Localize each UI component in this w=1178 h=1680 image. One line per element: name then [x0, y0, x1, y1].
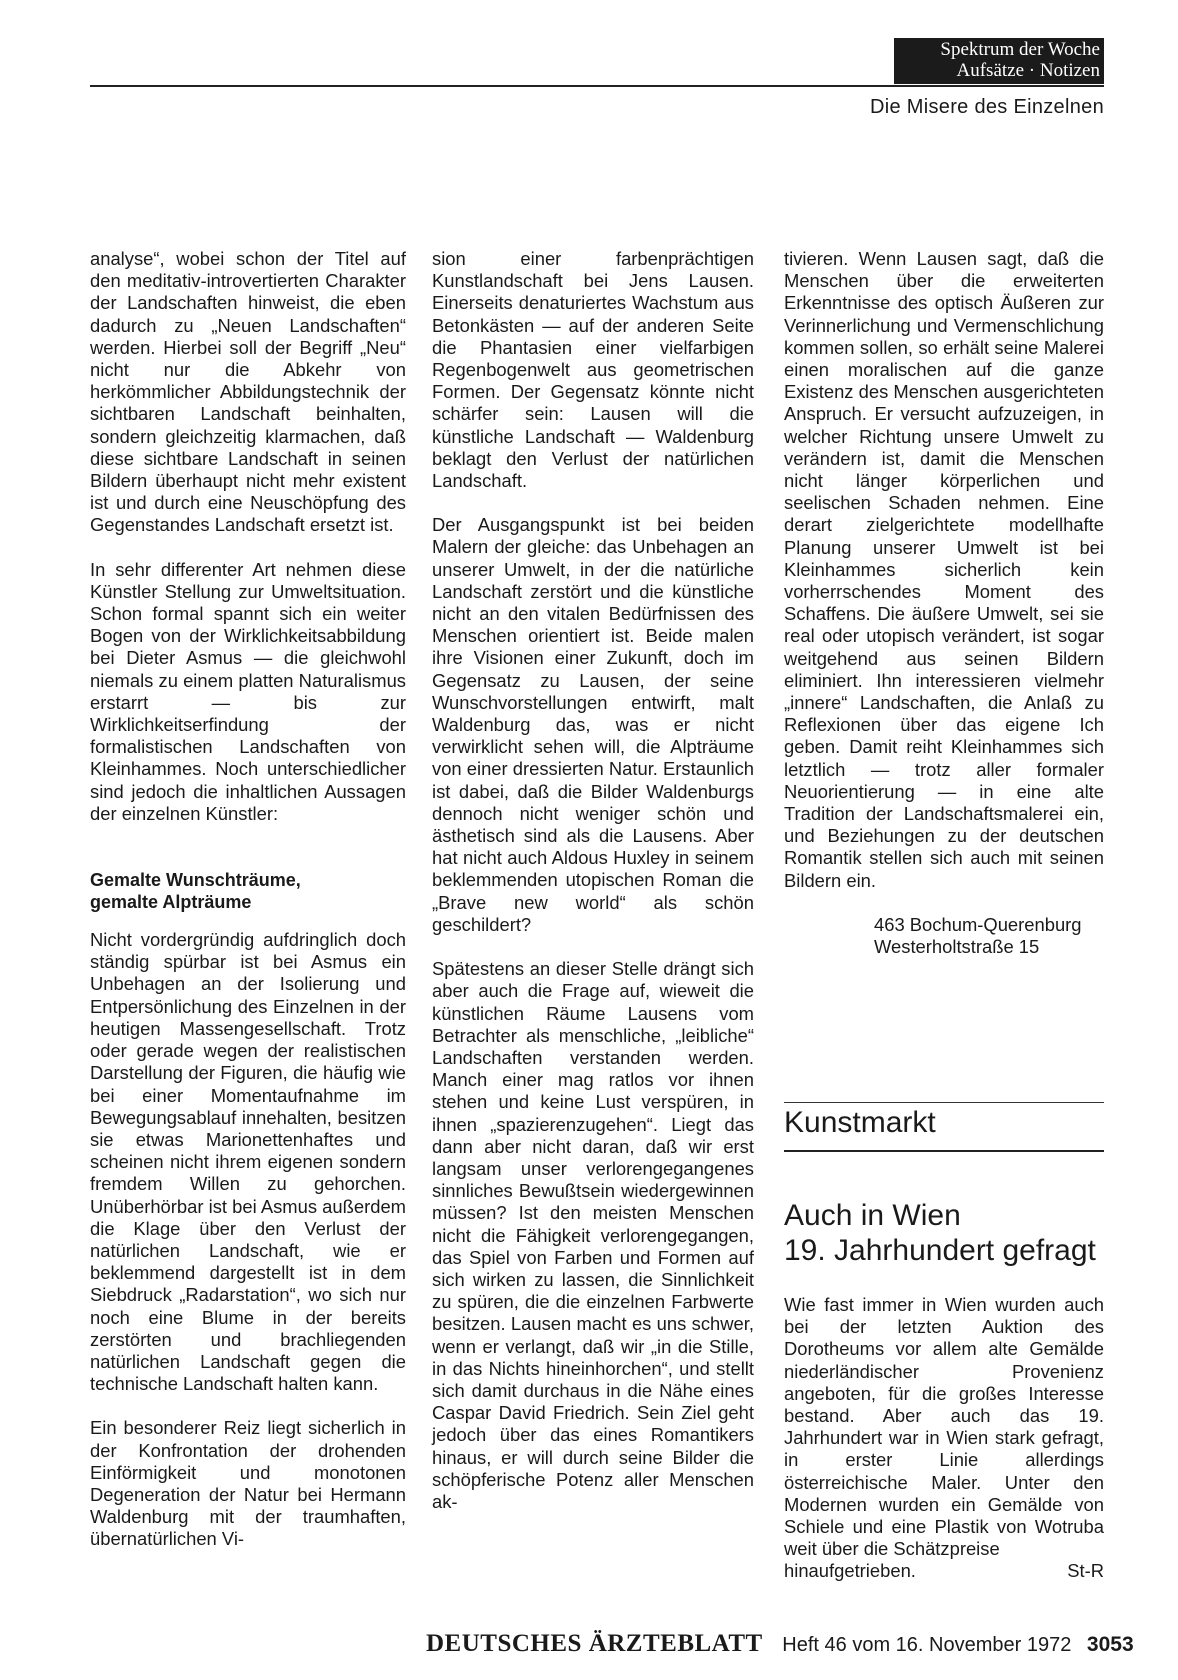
journal-name: DEUTSCHES ÄRZTEBLATT: [426, 1630, 763, 1657]
subheading-line-1: Gemalte Wunschträume,: [90, 870, 301, 891]
column-3: [784, 248, 1104, 958]
section-badge: [894, 38, 1104, 84]
headline-line-2: 19. Jahrhundert gefragt: [784, 1234, 1096, 1267]
col2-paragraph-1: sion einer farbenprächtigen Kunstlandschaft bei Jens Lausen. Einerseits denaturiertes Wachstum aus Betonkästen — auf der anderen Seite die Phantasien einer vielfarbigen Regenbogenwelt aus geometrischen Formen. Der Gegensatz könnte nicht schärfer sein: Lausen will die künstliche Landschaft — Waldenburg beklagt den Verlust der natürlichen Landschaft.: [432, 248, 754, 492]
kunstmarkt-rule-bottom: [784, 1150, 1104, 1152]
subheading-line-2: gemalte Alpträume: [90, 892, 252, 913]
article-headline: [784, 1198, 1114, 1268]
author-address-line-1: 463 Bochum-Querenburg: [874, 913, 1082, 935]
col2-paragraph-3: Spätestens an dieser Stelle drängt sich aber auch die Frage auf, wieweit die künstlichen Räume Lausens vom Betrachter als menschliche, „leibliche“ Landschaften verstanden werden. Manch einer mag ratlos vor ihnen stehen und keine Lust verspüren, in ihnen „spazierenzugehen“. Liegt das dann aber nicht daran, daß wir erst langsam unser verlorengegangenes sinnliches Bewußtsein wiedergewinnen müssen? Ist den meisten Menschen nicht die Fähigkeit verlorengegangen, das Spiel von Farben und Formen auf sich wirken zu lassen, die Sinnlichkeit zu spüren, die die einzelnen Farbwerte besitzen. Lausen macht es uns schwer, wenn er verlangt, daß wir „in die Stille, in das Nichts hineinhorchen“, und stellt sich damit durchaus in die Nähe eines Caspar David Friedrich. Sein Ziel geht jedoch über das eines Romantikers hinaus, er will durch seine Bilder die schöpferische Potenz aller Menschen ak-: [432, 958, 754, 1512]
column-2: [432, 248, 754, 1513]
col1-paragraph-2: In sehr differenter Art nehmen diese Künstler Stellung zur Umweltsituation. Schon formal spannt sich ein weiter Bogen von der Wirklichkeitsabbildung bei Dieter Asmus — die gleichwohl niemals zu einem platten Naturalismus erstarrt — bis zur Wirklichkeitserfindung der formalistischen Landschaften von Kleinhammes. Noch unterschiedlicher sind jedoch die inhaltlichen Aussagen der einzelnen Künstler:: [90, 558, 406, 824]
author-signature: St-R: [1067, 1560, 1104, 1582]
issue-info: Heft 46 vom 16. November 1972: [782, 1634, 1072, 1656]
section-badge-line1: Spektrum der Woche: [940, 39, 1100, 60]
col3-paragraph-1: tivieren. Wenn Lausen sagt, daß die Menschen über die erweiterten Erkenntnisse des optisch Äußeren zur Verinnerlichung und Vermenschlichung kommen sollen, so erhält seine Malerei einen moralischen auf die ganze Existenz des Menschen ausgerichteten Anspruch. Er versucht aufzuzeigen, in welcher Richtung unsere Umwelt zu verändern ist, damit die Menschen nicht länger körperlichen und seelischen Schaden nehmen. Eine derart zielgerichtete modellhafte Planung unserer Umwelt ist bei Kleinhammes sicherlich kein vorherrschendes Moment des Schaffens. Die äußere Umwelt, sei sie real oder utopisch verändert, ist sogar weitgehend aus seinen Bildern eliminiert. Ihn interessieren vielmehr „innere“ Landschaften, die Anlaß zu Reflexionen über das eigene Ich geben. Damit reiht Kleinhammes sich letztlich — trotz aller formaler Neuorientierung — in eine alte Tradition der Landschaftsmalerei ein, und Beziehungen zu der deutschen Romantik stellen sich auch mit seinen Bildern ein.: [784, 248, 1104, 891]
col2-paragraph-2: Der Ausgangspunkt ist bei beiden Malern der gleiche: das Unbehagen an unserer Umwelt, in der die natürliche Landschaft zerstört und die künstliche nicht an den vitalen Bedürfnissen des Menschen orientiert ist. Beide malen ihre Visionen einer Zukunft, doch im Gegensatz zu Lausen, der seine Wunschvorstellungen entwirft, malt Waldenburg das, was er nicht verwirklicht sehen will, die Alpträume von einer dressierten Natur. Erstaunlich ist dabei, daß die Bilder Waldenburgs dennoch nicht weniger schön und ästhetisch sind als die Lausens. Aber hat nicht auch Aldous Huxley in seinem beklemmenden utopischen Roman die „Brave new world“ als schön geschildert?: [432, 514, 754, 935]
kunstmarkt-last-line: hinaufgetrieben.: [784, 1560, 916, 1582]
kunstmarkt-rule-top: [784, 1102, 1104, 1103]
kunstmarkt-body: Wie fast immer in Wien wurden auch bei der letzten Auktion des Dorotheums vor allem alte Gemälde niederländischer Provenienz angeboten, für die großes Interesse bestand. Aber auch das 19. Jahrhundert war in Wien stark gefragt, in erster Linie allerdings österreichische Maler. Unter den Modernen wurden ein Gemälde von Schiele und eine Plastik von Wotruba weit über die Schätzpreise: [784, 1294, 1104, 1560]
kunstmarkt-section-title: Kunstmarkt: [784, 1106, 936, 1139]
page-footer: [426, 1630, 1134, 1658]
section-badge-line2: Aufsätze · Notizen: [956, 60, 1100, 81]
page-number: 3053: [1086, 1633, 1134, 1656]
author-address-line-2: Westerholtstraße 15: [874, 936, 1040, 958]
column-1: [90, 248, 406, 1551]
col1-paragraph-1: analyse“, wobei schon der Titel auf den meditativ-introvertierten Charakter der Landschaften hinweist, die eben dadurch zu „Neuen Landschaften“ werden. Hierbei soll der Begriff „Neu“ nicht nur die Abkehr von herkömmlicher Abbildungstechnik der sichtbaren Landschaft beinhalten, sondern gleichzeitig klarmachen, daß diese sichtbare Landschaft in seinen Bildern überhaupt nicht mehr existent ist und durch eine Neuschöpfung des Gegenstandes Landschaft ersetzt ist.: [90, 248, 406, 536]
col1-paragraph-4: Ein besonderer Reiz liegt sicherlich in der Konfrontation der drohenden Einförmigkeit und monotonen Degeneration der Natur bei Hermann Waldenburg mit der traumhaften, übernatürlichen Vi-: [90, 1417, 406, 1550]
headline-line-1: Auch in Wien: [784, 1199, 961, 1232]
kunstmarkt-closing-line: [784, 1560, 1104, 1582]
header-rule: [90, 85, 1104, 87]
col1-paragraph-3: Nicht vordergründig aufdringlich doch ständig spürbar ist bei Asmus ein Unbehagen an der Isolierung und Entpersönlichung des Einzelnen in der heutigen Massengesellschaft. Trotz oder gerade wegen der realistischen Darstellung der Figuren, die häufig wie bei einer Momentaufnahme im Bewegungsablauf innehalten, besitzen sie etwas Marionettenhaftes und scheinen nicht ihrem eigenen sondern fremdem Willen zu gehorchen. Unüberhörbar ist bei Asmus außerdem die Klage über den Verlust der natürlichen Landschaft, wie er beklemmend dargestellt ist in dem Siebdruck „Radarstation“, wo sich nur noch eine Blume in der bereits zerstörten und brachliegenden natürlichen Landschaft gegen die technische Landschaft halten kann.: [90, 929, 406, 1395]
kunstmarkt-article: [784, 1294, 1104, 1583]
running-title: Die Misere des Einzelnen: [870, 96, 1104, 118]
